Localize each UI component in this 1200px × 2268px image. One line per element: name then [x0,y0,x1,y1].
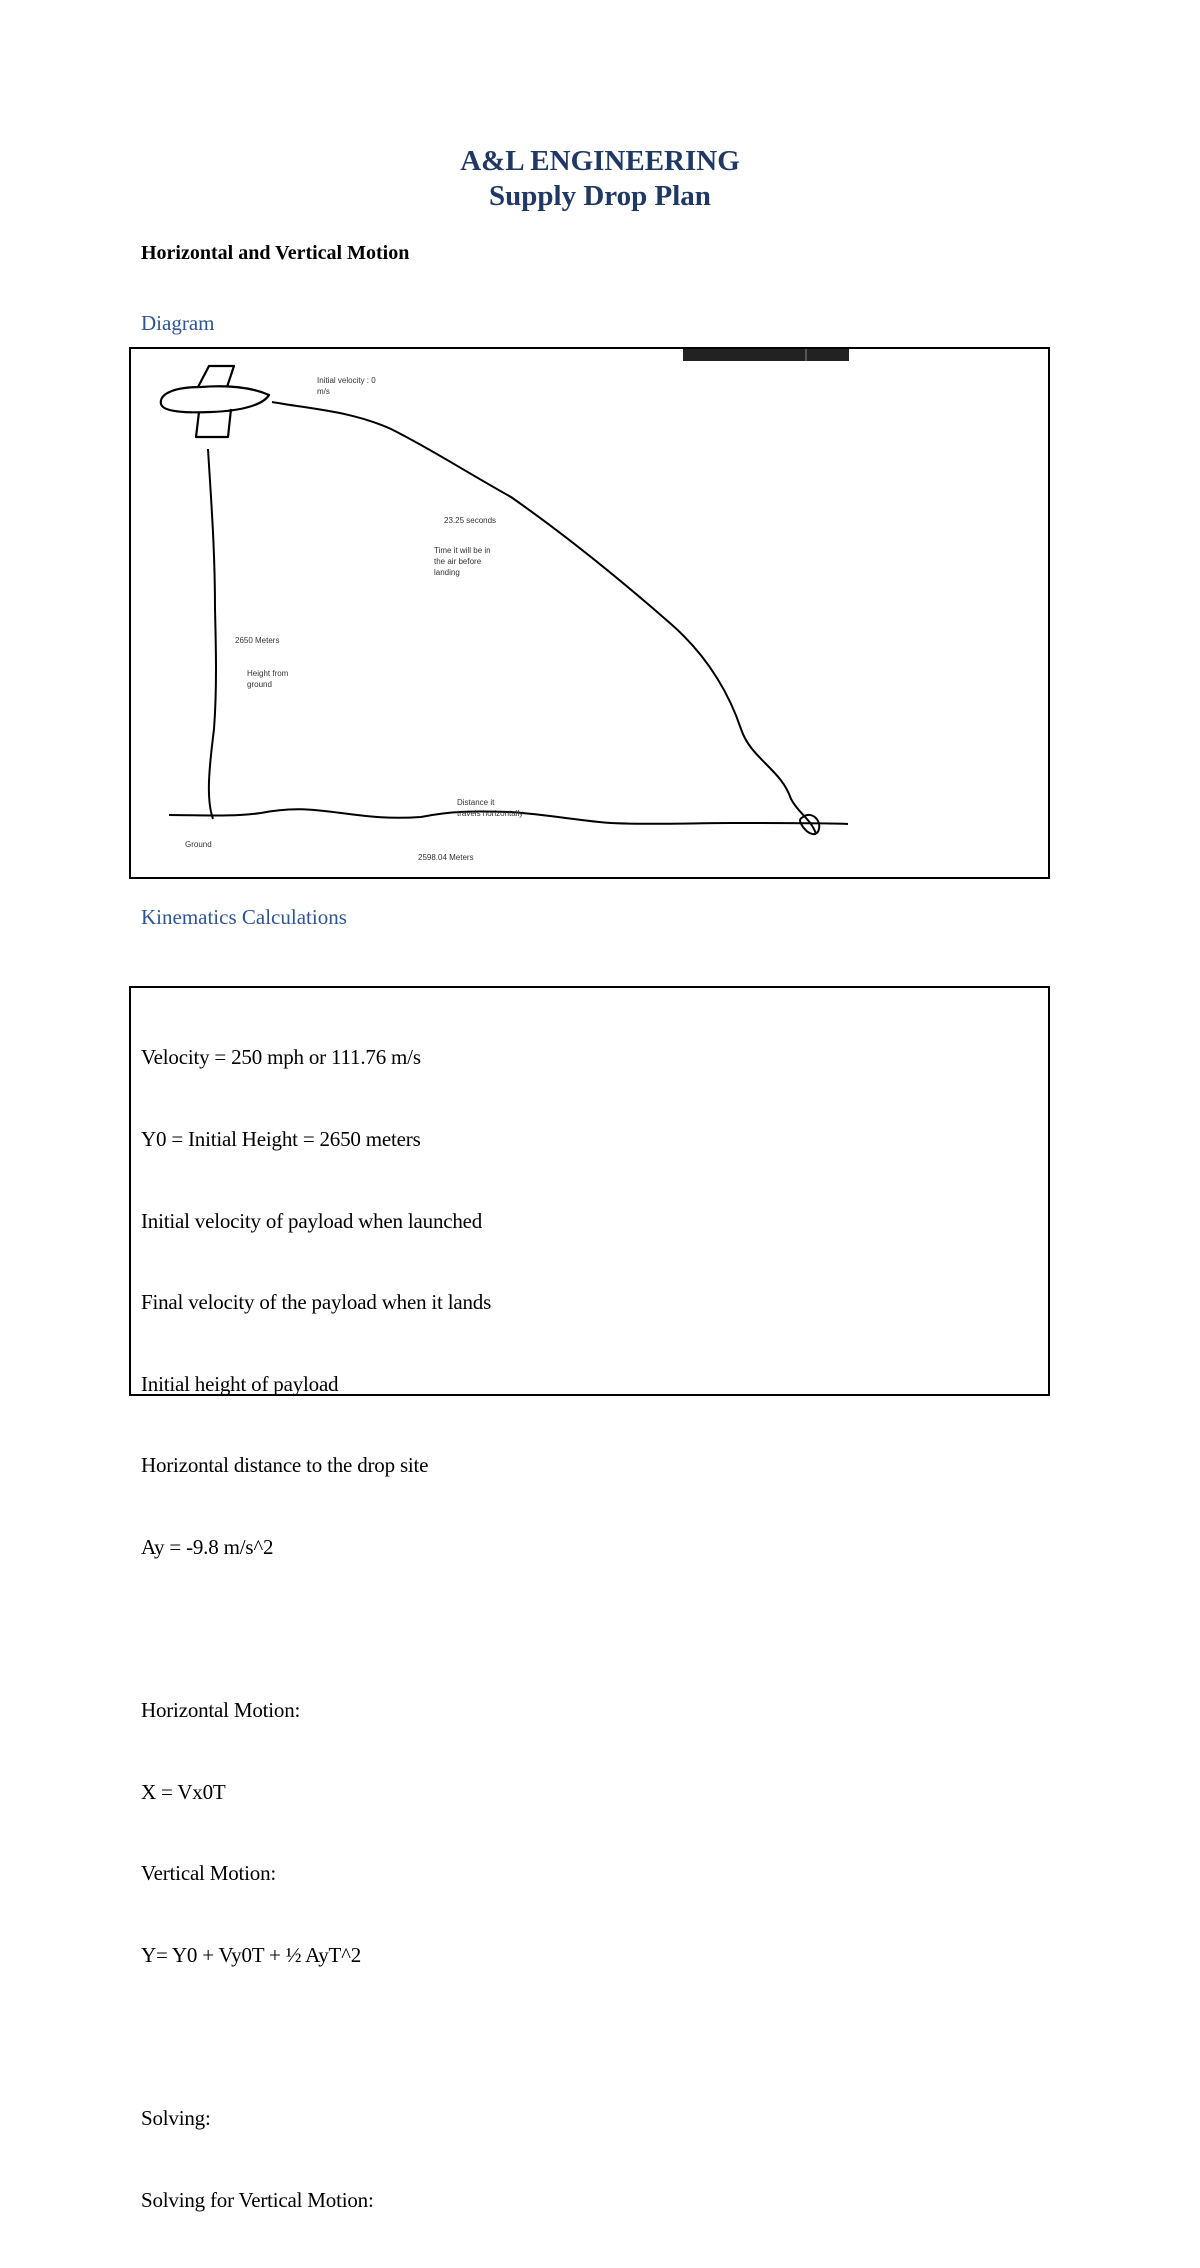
label-time-3: landing [434,568,460,577]
label-distance-2: travels horizontally [457,809,524,818]
calculations-box [129,986,1050,2212]
label-height-1: Height from [247,669,289,678]
label-distance-1: Distance it [457,798,495,807]
calc-line: Final velocity of the payload when it lands [141,1290,492,1315]
label-initial-velocity-2: m/s [317,387,330,396]
label-initial-velocity-1: Initial velocity : 0 [317,376,376,385]
calc-line: Y0 = Initial Height = 2650 meters [141,1127,421,1151]
label-ground: Ground [185,840,212,849]
document-subtitle: Supply Drop Plan [489,180,711,212]
calc-line: Vertical Motion: [141,1861,277,1886]
label-distance-value: 2598.04 Meters [418,853,474,862]
calc-line: Ay = -9.8 m/s^2 [141,1534,274,1559]
calc-line: Velocity = 250 mph or 111.76 m/s [141,1045,421,1070]
label-height-2: ground [247,680,272,689]
drop-sketch [131,349,1048,877]
calc-line [141,2024,491,2051]
label-height-value: 2650 Meters [235,636,280,645]
label-time-2: the air before [434,557,482,566]
calc-line: Horizontal Motion: [141,1698,301,1723]
landing-target-icon [800,815,819,834]
label-time-1: Time it will be in [434,546,491,555]
calc-line: Solving: [141,2106,211,2131]
calc-line [141,1616,491,1643]
label-time-value: 23.25 seconds [444,516,497,525]
diagram-heading: Diagram [141,311,215,335]
trajectory-curve [272,402,816,834]
calc-line: X = Vx0T [141,1779,226,1804]
toolbar-fragment [683,349,849,361]
company-title: A&L ENGINEERING [460,145,740,177]
airplane-icon [161,366,269,437]
calc-line: Y= Y0 + Vy0T + ½ AyT^2 [141,1942,362,1967]
calc-line: Horizontal distance to the drop site [141,1453,429,1478]
calc-line: Initial height of payload [141,1371,339,1396]
calc-line: Solving for Vertical Motion: [141,2187,374,2212]
section-heading: Horizontal and Vertical Motion [141,242,410,264]
kinematics-heading: Kinematics Calculations [141,905,347,929]
diagram-frame [129,347,1050,879]
calculation-lines [141,990,491,2268]
height-line [208,449,216,819]
calc-line: Initial velocity of payload when launched [141,1208,483,1233]
